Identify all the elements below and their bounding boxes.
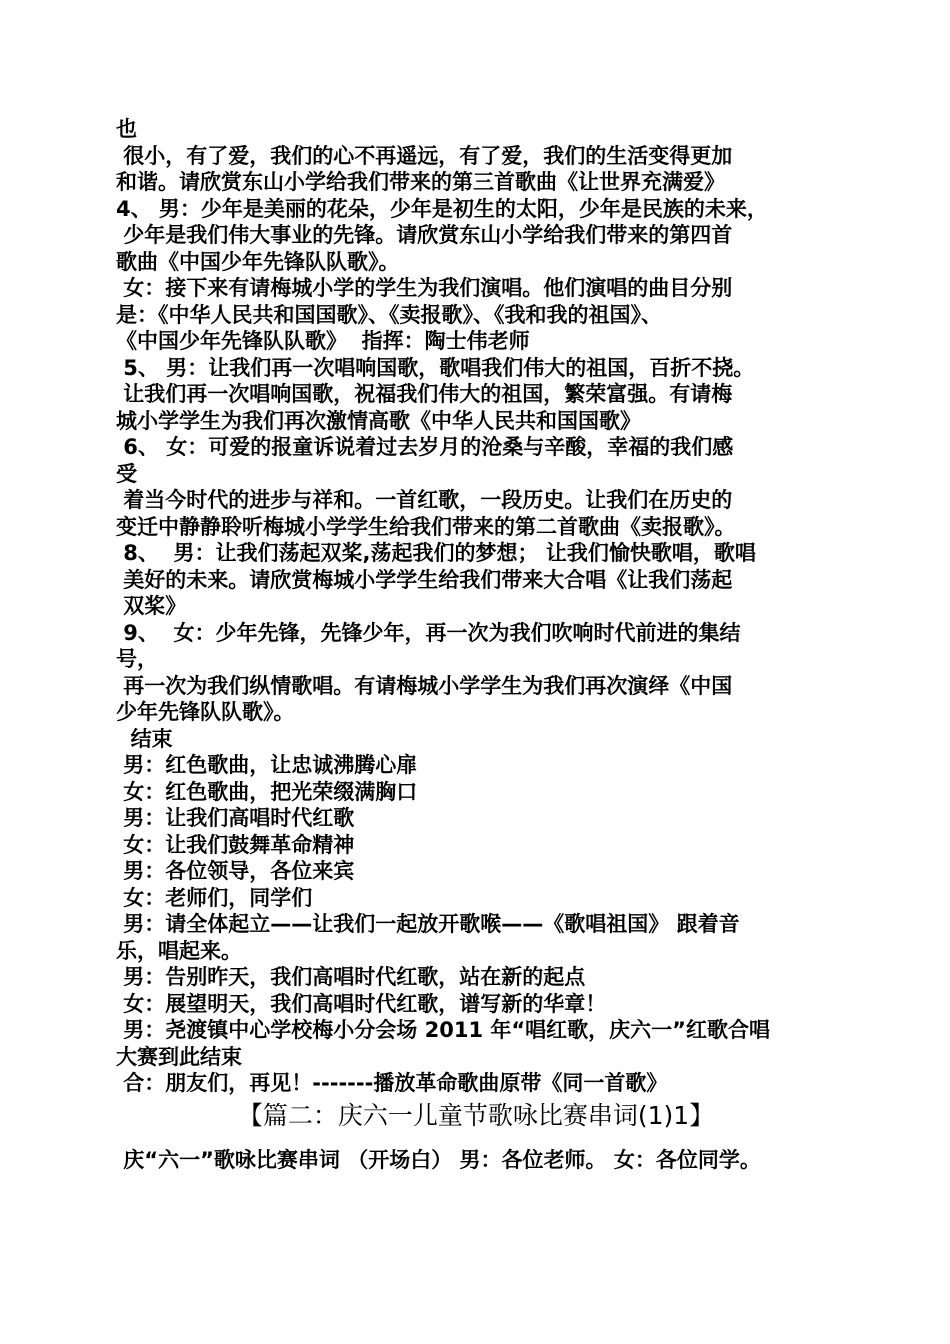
text-line: 歌曲《中国少年先锋队队歌》。 bbox=[116, 249, 400, 274]
text-line: 4、 男：少年是美丽的花朵，少年是初生的太阳，少年是民族的未来， bbox=[116, 196, 768, 221]
text-line: 是：《中华人民共和国国歌》、《卖报歌》、《我和我的祖国》、 bbox=[116, 302, 662, 327]
text-line: 合：朋友们，再见！-------播放革命歌曲原带《同一首歌》 bbox=[116, 1071, 668, 1095]
section-heading: 【篇二：庆六一儿童节歌咏比赛串词(1)1】 bbox=[237, 1100, 715, 1130]
text-line: 男：请全体起立——让我们一起放开歌喉——《歌唱祖国》 跟着音 bbox=[116, 912, 740, 936]
spacer bbox=[116, 1135, 836, 1147]
text-line: 女：展望明天，我们高唱时代红歌，谱写新的华章！ bbox=[116, 991, 607, 1016]
text-line: 受 bbox=[116, 461, 137, 486]
text-line: 大赛到此结束 bbox=[116, 1044, 242, 1069]
text-line: 男：尧渡镇中心学校梅小分会场 2011 年“唱红歌，庆六一”红歌合唱 bbox=[116, 1018, 770, 1042]
text-line: 号， bbox=[116, 647, 158, 671]
text-line: 女：红色歌曲，把光荣缀满胸口 bbox=[116, 779, 418, 804]
text-line: 女：老师们，同学们 bbox=[116, 885, 313, 910]
text-line: 城小学学生为我们再次激情高歌《中华人民共和国国歌》 bbox=[116, 408, 641, 433]
text-line: 也 bbox=[116, 117, 137, 141]
document-body bbox=[116, 116, 836, 1173]
text-line: 女：让我们鼓舞革命精神 bbox=[116, 832, 355, 857]
text-line: 5、 男：让我们再一次唱响国歌，歌唱我们伟大的祖国，百折不挠。 bbox=[116, 355, 755, 380]
text-line: 《中国少年先锋队队歌》 指挥：陶士伟老师 bbox=[116, 329, 530, 353]
text-line: 男：让我们高唱时代红歌 bbox=[116, 806, 355, 830]
text-line: 和谐。请欣赏东山小学给我们带来的第三首歌曲《让世界充满爱》 bbox=[116, 170, 725, 194]
text-line: 再一次为我们纵情歌唱。有请梅城小学学生为我们再次演绎《中国 bbox=[116, 673, 733, 698]
text-line: 少年是我们伟大事业的先锋。请欣赏东山小学给我们带来的第四首 bbox=[116, 223, 733, 247]
text-line: 6、 女：可爱的报童诉说着过去岁月的沧桑与辛酸，幸福的我们感 bbox=[116, 435, 734, 459]
text-line: 结束 bbox=[116, 726, 173, 751]
text-line: 8、 男：让我们荡起双桨,荡起我们的梦想； 让我们愉快歌唱，歌唱 bbox=[116, 541, 756, 565]
text-line: 变迁中静静聆听梅城小学学生给我们带来的第二首歌曲《卖报歌》。 bbox=[116, 514, 736, 539]
text-line: 男：告别昨天，我们高唱时代红歌，站在新的起点 bbox=[116, 965, 586, 989]
text-line: 乐，唱起来。 bbox=[116, 938, 242, 963]
text-line: 很小，有了爱，我们的心不再遥远，有了爱，我们的生活变得更加 bbox=[116, 143, 733, 168]
text-line: 美好的未来。请欣赏梅城小学学生给我们带来大合唱《让我们荡起 bbox=[116, 567, 733, 592]
text-line: 女：接下来有请梅城小学的学生为我们演唱。他们演唱的曲目分别 bbox=[116, 276, 733, 300]
text-line: 男：各位领导，各位来宾 bbox=[116, 859, 355, 883]
text-line: 让我们再一次唱响国歌，祝福我们伟大的祖国，繁荣富强。有请梅 bbox=[116, 382, 733, 406]
text-line: 少年先锋队队歌》。 bbox=[116, 700, 295, 724]
text-line: 双桨》 bbox=[116, 594, 187, 618]
text-line: 着当今时代的进步与祥和。一首红歌，一段历史。让我们在历史的 bbox=[116, 488, 733, 512]
text-line: 男：红色歌曲，让忠诚沸腾心扉 bbox=[116, 753, 418, 777]
text-line: 9、 女：少年先锋，先锋少年，再一次为我们吹响时代前进的集结 bbox=[116, 620, 741, 645]
text-line: 庆“六一”歌咏比赛串词 （开场白） 男：各位老师。 女：各位同学。 bbox=[116, 1147, 761, 1172]
